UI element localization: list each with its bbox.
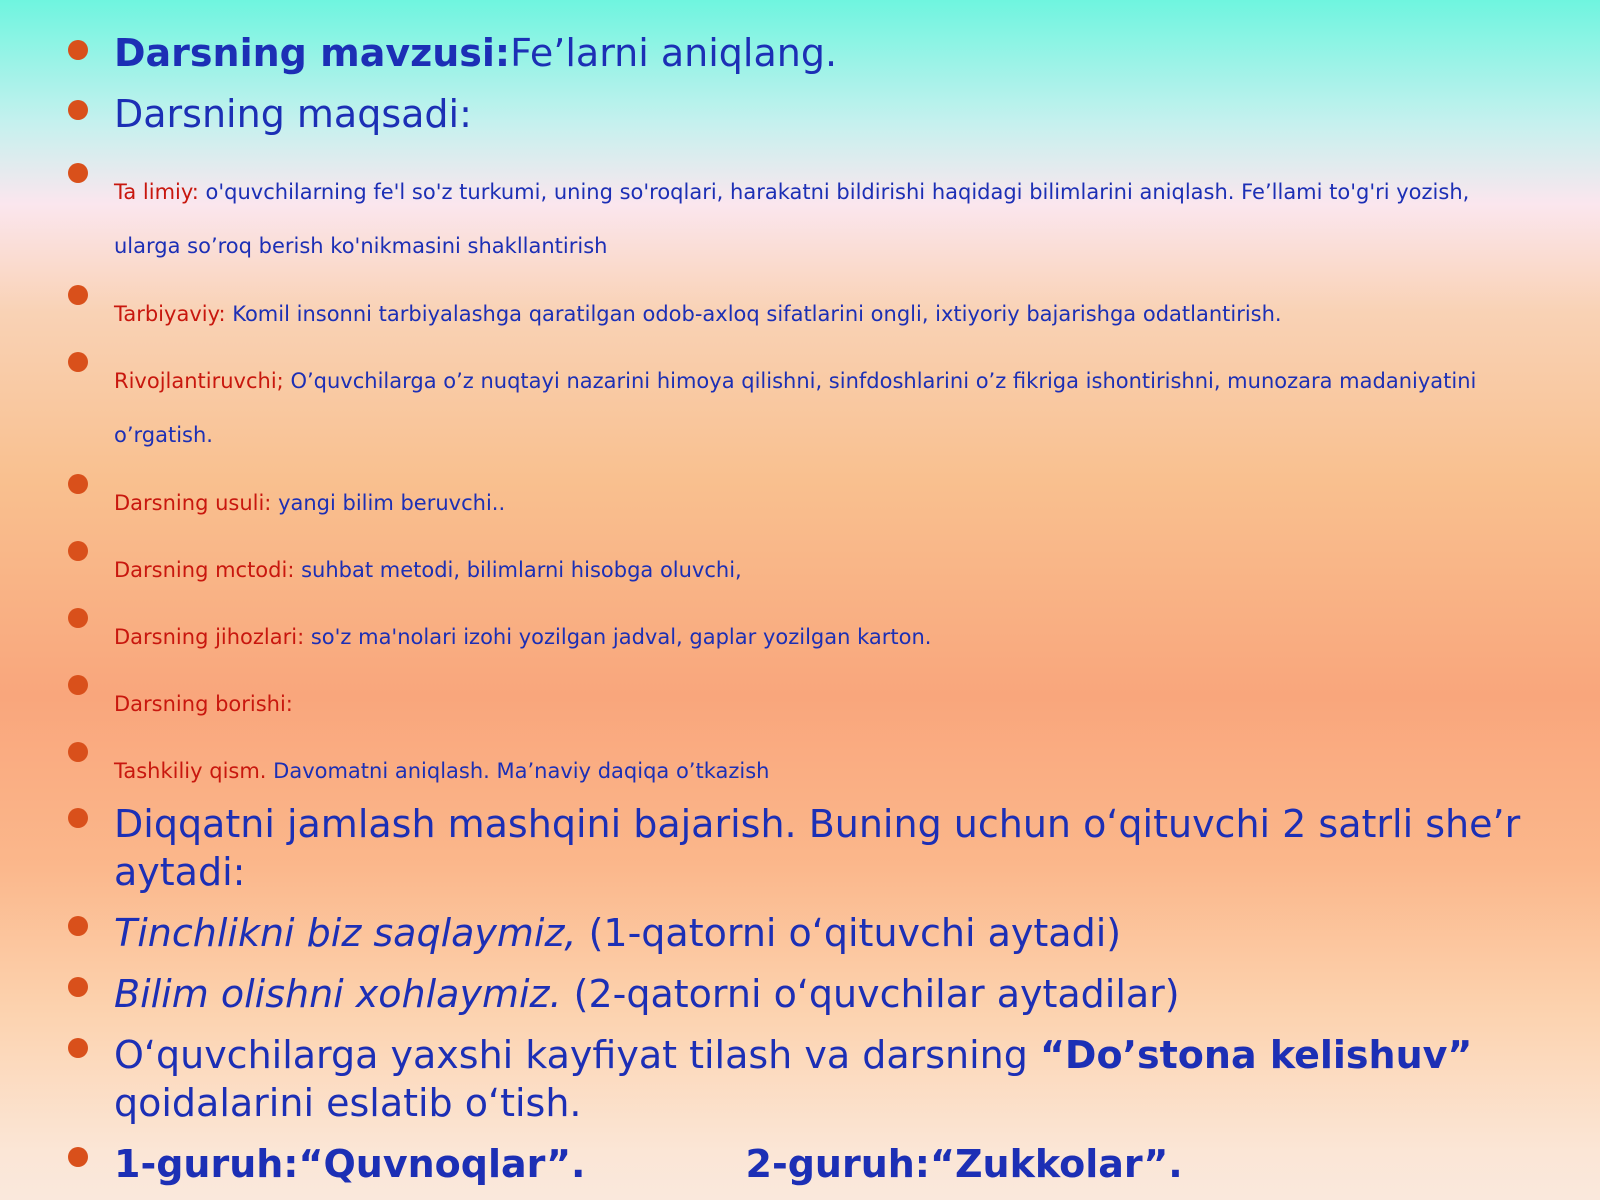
bullet-icon	[68, 808, 88, 828]
poem-line-1-note: (1-qatorni o‘qituvchi aytadi)	[576, 911, 1122, 955]
equipment-label: Darsning jihozlari:	[114, 625, 305, 649]
poem-line-2-text: Bilim olishni xohlaymiz.	[114, 972, 562, 1016]
methodology-label: Darsning mctodi:	[114, 558, 295, 582]
equipment-text: so'z ma'nolari izohi yozilgan jadval, gaplar yozilgan karton.	[304, 625, 932, 649]
wish-rule: “Do’stona kelishuv”	[1039, 1033, 1473, 1077]
educational-label: Ta limiy:	[114, 180, 199, 204]
bullet-icon	[68, 742, 88, 762]
attention-exercise	[114, 800, 1534, 896]
bullet-icon	[68, 352, 88, 372]
lesson-methodology	[114, 543, 1534, 597]
group-1: 1-guruh:“Quvnoqlar”.	[114, 1142, 586, 1186]
wish-tail: qoidalarini eslatib o‘tish.	[114, 1081, 582, 1125]
developing-text: O’quvchilarga o’z nuqtayi nazarini himoya qilishni, sinfdoshlarini o’z fikriga ishontirishni, munozara madaniyatini o’rgatish.	[114, 369, 1477, 447]
upbringing-text: Komil insonni tarbiyalashga qaratilgan odob-axloq sifatlarini ongli, ixtiyoriy bajarishga odatlantirish.	[225, 302, 1282, 326]
bullet-icon	[68, 474, 88, 494]
org-label: Tashkiliy qism.	[114, 759, 267, 783]
goal-label: Darsning maqsadi:	[114, 92, 472, 136]
bullet-icon	[68, 608, 88, 628]
bullet-icon	[68, 675, 88, 695]
bullet-icon	[68, 1038, 88, 1058]
goal-upbringing	[114, 287, 1534, 341]
goal-developing	[114, 354, 1534, 462]
lesson-course	[114, 677, 1534, 731]
poem-line-1	[114, 909, 1534, 957]
groups	[114, 1140, 1534, 1188]
method-label: Darsning usuli:	[114, 491, 272, 515]
wish-rules	[114, 1031, 1534, 1127]
attention-text: Diqqatni jamlash mashqini bajarish. Buning uchun o‘qituvchi 2 satrli she’r aytadi:	[114, 802, 1521, 894]
bullet-icon	[68, 1147, 88, 1167]
organizational-part	[114, 744, 1534, 798]
upbringing-label: Tarbiyaviy:	[114, 302, 226, 326]
bullet-icon	[68, 541, 88, 561]
lesson-equipment	[114, 610, 1534, 664]
bullet-icon	[68, 977, 88, 997]
bullet-icon	[68, 285, 88, 305]
course-label: Darsning borishi:	[114, 692, 293, 716]
topic-value: Fe’larni aniqlang.	[510, 31, 838, 75]
methodology-text: suhbat metodi, bilimlarni hisobga oluvchi,	[294, 558, 742, 582]
developing-label: Rivojlantiruvchi;	[114, 369, 284, 393]
group-2: 2-guruh:“Zukkolar”.	[745, 1142, 1183, 1186]
poem-line-2-note: (2-qatorni o‘quvchilar aytadilar)	[561, 972, 1180, 1016]
topic-label: Darsning mavzusi:	[114, 31, 511, 75]
poem-line-1-text: Tinchlikni biz saqlaymiz,	[114, 911, 577, 955]
poem-line-2	[114, 970, 1534, 1018]
lesson-method	[114, 476, 1534, 530]
method-text: yangi bilim beruvchi..	[271, 491, 506, 515]
wish-text: O‘quvchilarga yaxshi kayfiyat tilash va darsning	[114, 1033, 1040, 1077]
bullet-icon	[68, 163, 88, 183]
bullet-icon	[68, 100, 88, 120]
org-text: Davomatni aniqlash. Ma’naviy daqiqa o’tkazish	[266, 759, 770, 783]
bullet-icon	[68, 916, 88, 936]
goal-educational	[114, 165, 1534, 273]
lesson-goal	[114, 90, 1534, 138]
lesson-topic	[114, 29, 1534, 77]
bullet-icon	[68, 40, 88, 60]
educational-text: o'quvchilarning fe'l so'z turkumi, uning so'roqlari, harakatni bildirishi haqidagi bilimlarini aniqlash. Fe’llami to'g'ri yozish, ularga so’roq berish ko'nikmasini shakllantirish	[114, 180, 1470, 258]
